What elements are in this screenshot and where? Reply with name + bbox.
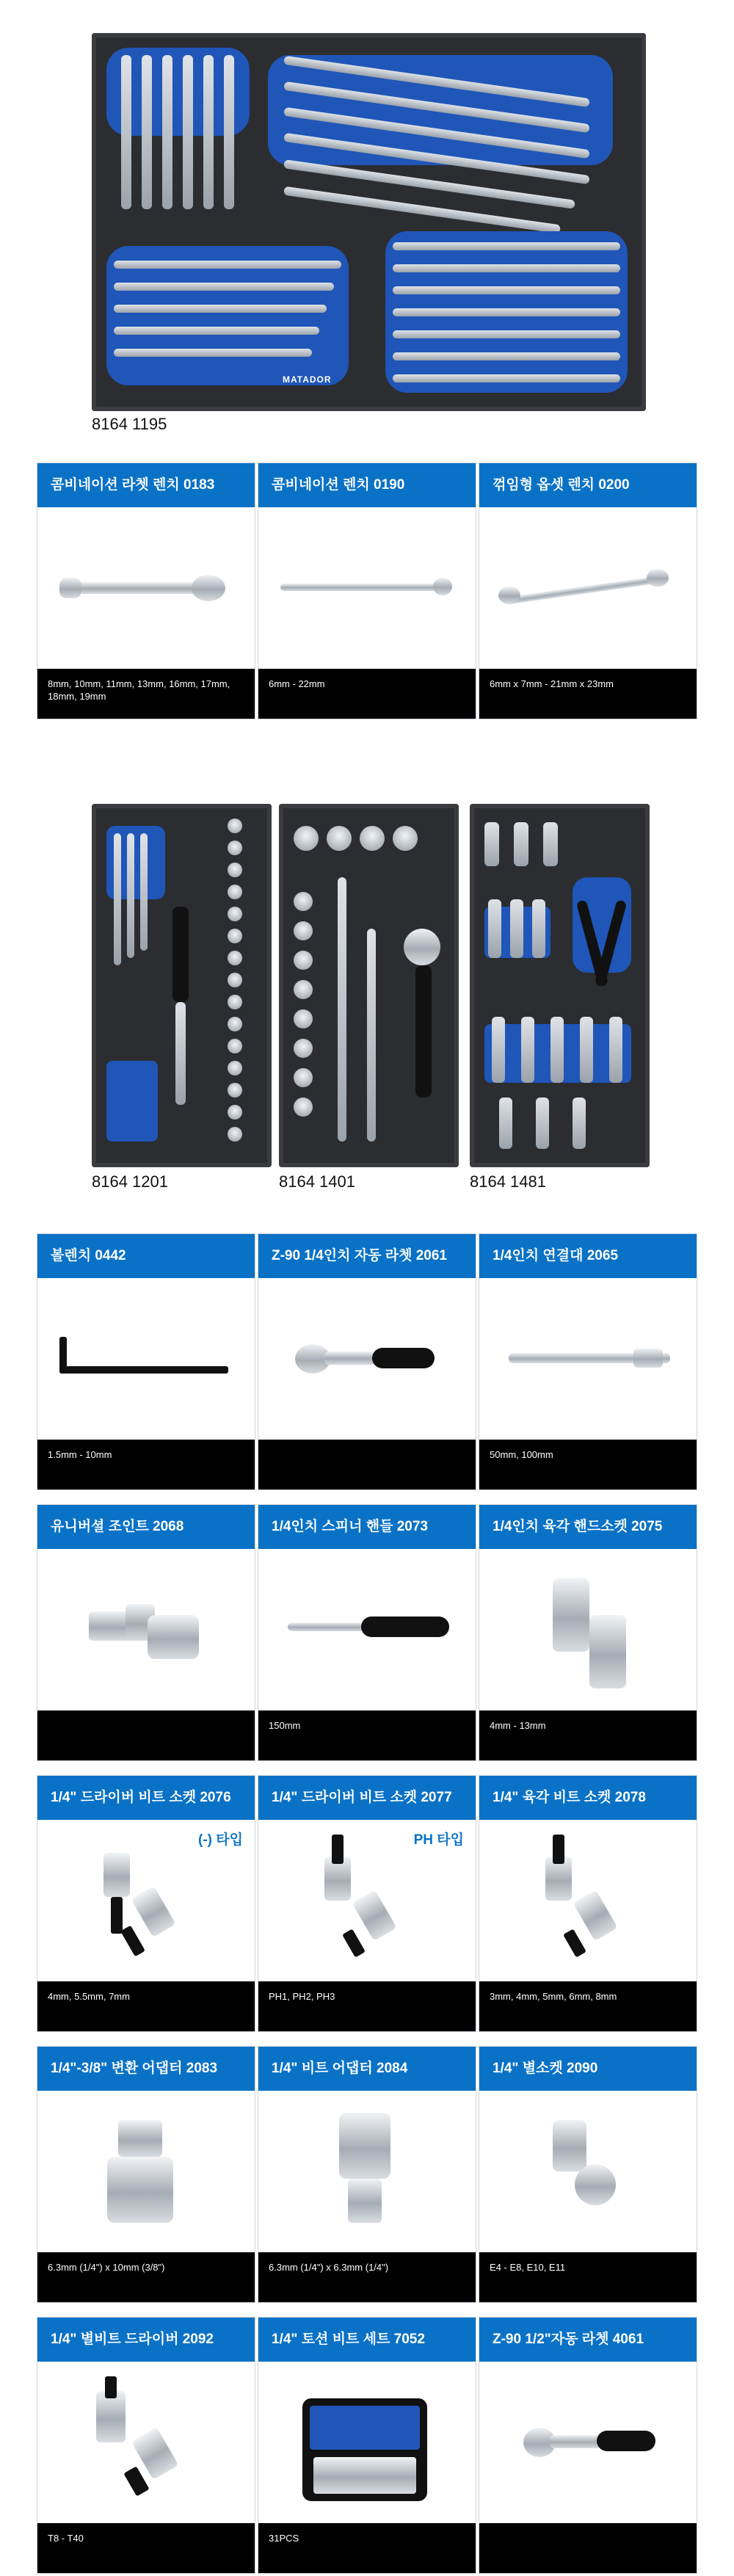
universal-joint-image (37, 1549, 255, 1710)
card-spec (479, 2523, 697, 2573)
card-spec: 31PCS (258, 2523, 476, 2573)
product-card (479, 2046, 697, 2303)
card-spec: PH1, PH2, PH3 (258, 1981, 476, 2031)
card-spec: 150mm (258, 1710, 476, 1760)
product-card (258, 462, 476, 719)
product-card (258, 1504, 476, 1761)
card-spec (258, 1440, 476, 1490)
card-spec: T8 - T40 (37, 2523, 255, 2573)
type-label: (-) 타입 (198, 1832, 243, 1848)
extension-bar-image (479, 1278, 697, 1440)
combination-wrench-image (258, 507, 476, 669)
slotted-bit-socket-image (37, 1820, 255, 1981)
star-socket-image (479, 2091, 697, 2252)
card-spec: 50mm, 100mm (479, 1440, 697, 1490)
card-title: 1/4" 드라이버 비트 소켓 2077 (258, 1776, 476, 1820)
product-card (37, 1504, 255, 1761)
product-card (37, 2046, 255, 2303)
phillips-bit-socket-image (258, 1820, 476, 1981)
half-inch-ratchet-image (479, 2362, 697, 2523)
offset-wrench-image (479, 507, 697, 669)
product-card (479, 1775, 697, 2032)
card-spec: 3mm, 4mm, 5mm, 6mm, 8mm (479, 1981, 697, 2031)
card-title: 1/4" 별소켓 2090 (479, 2047, 697, 2091)
card-title: Z-90 1/2"자동 라쳇 4061 (479, 2318, 697, 2362)
product-card (479, 462, 697, 719)
star-bit-driver-image (37, 2362, 255, 2523)
card-spec: 1.5mm - 10mm (37, 1440, 255, 1490)
card-title: 1/4인치 스피너 핸들 2073 (258, 1505, 476, 1549)
matador-logo: MATADOR (283, 374, 332, 385)
type-label: PH 타입 (413, 1832, 464, 1848)
card-spec: 4mm - 13mm (479, 1710, 697, 1760)
card-spec: 6.3mm (1/4") x 6.3mm (1/4") (258, 2252, 476, 2302)
tray-code: 8164 1481 (470, 1172, 546, 1191)
card-title: 유니버셜 조인트 2068 (37, 1505, 255, 1549)
card-title: 1/4" 육각 비트 소켓 2078 (479, 1776, 697, 1820)
card-title: 1/4인치 연결대 2065 (479, 1234, 697, 1278)
product-card (258, 1233, 476, 1490)
product-card (37, 1233, 255, 1490)
card-title: 1/4" 드라이버 비트 소켓 2076 (37, 1776, 255, 1820)
card-title: 볼렌치 0442 (37, 1234, 255, 1278)
adapter-image (37, 2091, 255, 2252)
card-spec: 8mm, 10mm, 11mm, 13mm, 16mm, 17mm, 18mm, 19mm (37, 669, 255, 719)
hex-bit-socket-image (479, 1820, 697, 1981)
product-card (479, 1504, 697, 1761)
tray-code: 8164 1195 (92, 415, 167, 433)
socket-tray-image (470, 804, 650, 1167)
spinner-handle-image (258, 1549, 476, 1710)
card-title: 1/4" 비트 어댑터 2084 (258, 2047, 476, 2091)
card-spec: 6mm - 22mm (258, 669, 476, 719)
tray-code: 8164 1401 (279, 1172, 355, 1191)
bit-adapter-image (258, 2091, 476, 2252)
ratchet-wrench-image (37, 507, 255, 669)
card-title: 1/4인치 육각 핸드소켓 2075 (479, 1505, 697, 1549)
card-title: 콤비네이션 렌치 0190 (258, 463, 476, 507)
card-title: 1/4" 별비트 드라이버 2092 (37, 2318, 255, 2362)
product-card (479, 1233, 697, 1490)
card-spec: E4 - E8, E10, E11 (479, 2252, 697, 2302)
ratchet-image (258, 1278, 476, 1440)
bit-set-case-image (258, 2362, 476, 2523)
product-card (37, 462, 255, 719)
product-card (258, 1775, 476, 2032)
ball-wrench-image (37, 1278, 255, 1440)
wrench-tray-image (92, 33, 646, 411)
product-card (37, 2317, 255, 2574)
hex-socket-image (479, 1549, 697, 1710)
card-spec (37, 1710, 255, 1760)
card-title: 꺾임형 옵셋 렌치 0200 (479, 463, 697, 507)
product-card (479, 2317, 697, 2574)
socket-tray-image (92, 804, 272, 1167)
card-spec: 6mm x 7mm - 21mm x 23mm (479, 669, 697, 719)
card-title: 1/4" 토션 비트 세트 7052 (258, 2318, 476, 2362)
product-card (258, 2046, 476, 2303)
product-card (37, 1775, 255, 2032)
tray-code: 8164 1201 (92, 1172, 168, 1191)
card-title: Z-90 1/4인치 자동 라쳇 2061 (258, 1234, 476, 1278)
card-title: 콤비네이션 라쳇 렌치 0183 (37, 463, 255, 507)
product-card (258, 2317, 476, 2574)
socket-tray-image (279, 804, 459, 1167)
card-spec: 6.3mm (1/4") x 10mm (3/8") (37, 2252, 255, 2302)
card-spec: 4mm, 5.5mm, 7mm (37, 1981, 255, 2031)
card-title: 1/4"-3/8" 변환 어댑터 2083 (37, 2047, 255, 2091)
